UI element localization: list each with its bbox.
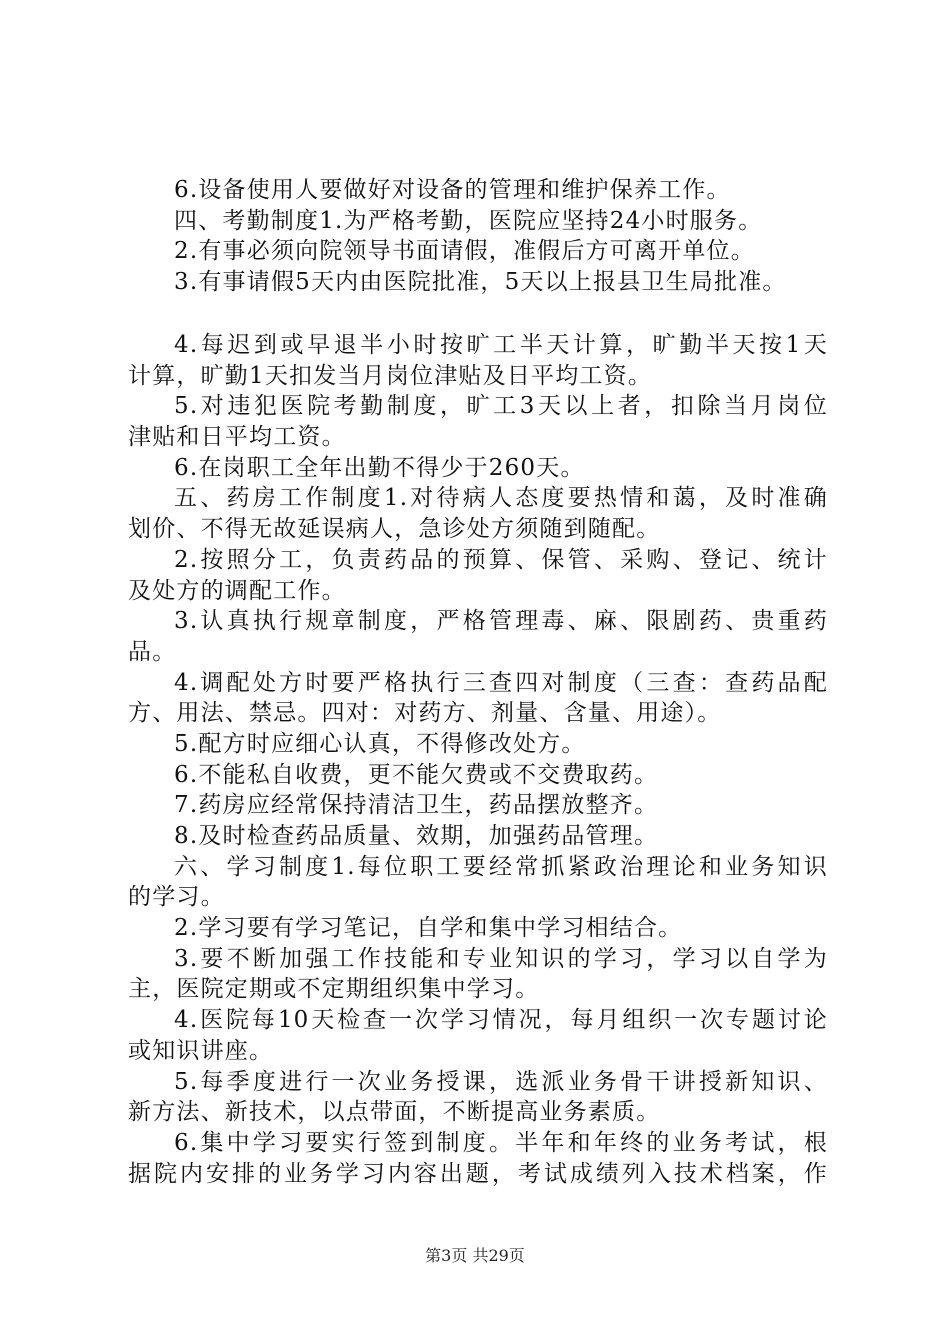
text-line: 五、药房工作制度1.对待病人态度要热情和蔼，及时准确 [174, 485, 828, 512]
text-line: 计算，旷勤1天扣发当月岗位津贴及日平均工资。 [128, 362, 653, 389]
text-line: 或知识讲座。 [128, 1037, 274, 1064]
text-line: 4.医院每10天检查一次学习情况，每月组织一次专题讨论 [174, 1007, 828, 1034]
text-line: 6.不能私自收费，更不能欠费或不交费取药。 [174, 761, 659, 788]
text-line: 5.配方时应细心认真，不得修改处方。 [174, 730, 586, 757]
text-line: 方、用法、禁忌。四对：对药方、剂量、含量、用途）。 [128, 700, 722, 727]
text-line: 6.在岗职工全年出勤不得少于260天。 [174, 454, 585, 481]
text-line: 津贴和日平均工资。 [128, 424, 346, 451]
text-line: 及处方的调配工作。 [128, 577, 346, 604]
text-line: 品。 [128, 638, 177, 665]
text-line: 的学习。 [128, 884, 225, 911]
text-line: 7.药房应经常保持清洁卫生，药品摆放整齐。 [174, 792, 659, 819]
text-line: 划价、不得无故延误病人，急诊处方须随到随配。 [128, 516, 661, 543]
page-number-label: 第3页 共29页 [425, 1246, 525, 1265]
text-line: 6.设备使用人要做好对设备的管理和维护保养工作。 [174, 177, 731, 203]
text-line: 六、学习制度1.每位职工要经常抓紧政治理论和业务知识 [174, 853, 828, 880]
text-line: 6.集中学习要实行签到制度。半年和年终的业务考试，根 [174, 1129, 828, 1156]
text-line: 新方法、新技术，以点带面，不断提高业务素质。 [128, 1099, 661, 1126]
text-line: 4.每迟到或早退半小时按旷工半天计算，旷勤半天按1天 [174, 332, 828, 358]
text-line: 据院内安排的业务学习内容出题，考试成绩列入技术档案，作 [128, 1160, 828, 1187]
text-line: 主，医院定期或不定期组织集中学习。 [128, 976, 540, 1003]
text-line: 5.对违犯医院考勤制度，旷工3天以上者，扣除当月岗位 [174, 393, 828, 420]
body-text-main [128, 330, 828, 1189]
text-line: 2.有事必须向院领导书面请假，准假后方可离开单位。 [174, 238, 755, 265]
body-text-top [128, 175, 828, 298]
text-line: 4.调配处方时要严格执行三查四对制度（三查：查药品配 [174, 669, 828, 696]
text-line: 四、考勤制度1.为严格考勤，医院应坚持24小时服务。 [174, 207, 763, 234]
text-line: 8.及时检查药品质量、效期，加强药品管理。 [174, 823, 659, 849]
text-line: 3.要不断加强工作技能和专业知识的学习，学习以自学为 [174, 945, 828, 972]
text-line: 3.有事请假5天内由医院批准，5天以上报县卫生局批准。 [174, 269, 787, 296]
text-line: 2.学习要有学习笔记，自学和集中学习相结合。 [174, 915, 683, 942]
text-line: 5.每季度进行一次业务授课，选派业务骨干讲授新知识、 [174, 1068, 828, 1095]
text-line: 2.按照分工，负责药品的预算、保管、采购、登记、统计 [174, 546, 828, 573]
text-line: 3.认真执行规章制度，严格管理毒、麻、限剧药、贵重药 [174, 608, 828, 635]
page-footer [0, 1243, 950, 1266]
